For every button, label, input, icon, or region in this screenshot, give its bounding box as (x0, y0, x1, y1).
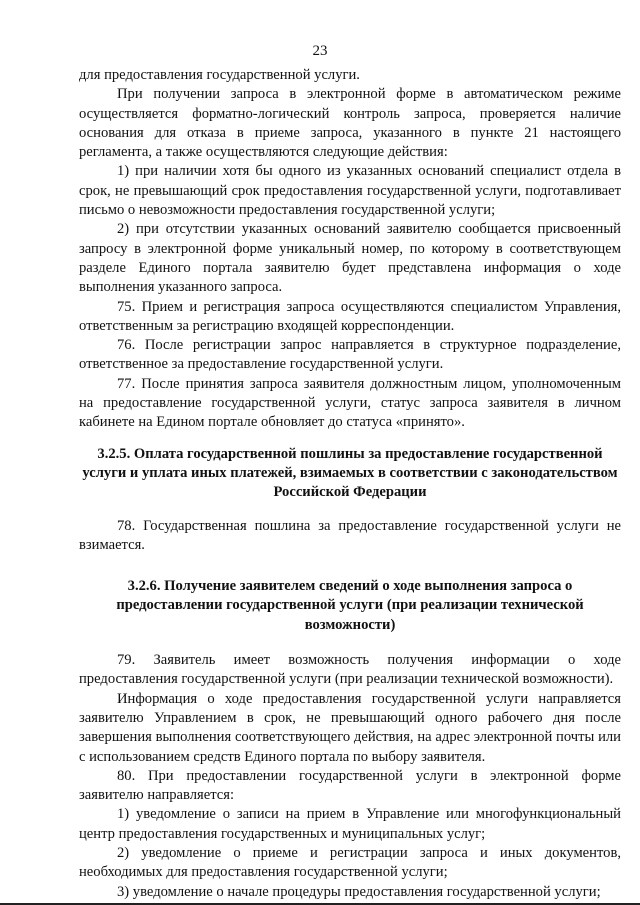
paragraph-78: 78. Государственная пошлина за предоставление государственной услуги не взимается. (79, 517, 621, 553)
document-body (79, 66, 621, 902)
paragraph-80: 80. При предоставлении государственной услуги в электронной форме заявителю направляется: (79, 767, 621, 804)
paragraph-75: 75. Прием и регистрация запроса осуществляются специалистом Управления, ответственным за регистрацию входящей корреспонденции. (79, 298, 621, 334)
list-item-80-3: 3) уведомление о начале процедуры предоставления государственной услуги; (117, 883, 601, 900)
section-heading-3-2-6: 3.2.6. Получение заявителем сведений о ходе выполнения запроса о предоставлении государственной услуги (при реализации технической возможности) (116, 578, 584, 633)
page-number: 23 (312, 43, 328, 59)
paragraph-electronic-request-check: При получении запроса в электронной форме в автоматическом режиме осуществляется форматно-логический контроль запроса, проверяется наличие основания для отказа в приеме запроса, указанного в пункте 21 настоящего регламента, а также осуществляются следующие действия: (79, 86, 621, 161)
paragraph-info-status: Информация о ходе предоставления государственной услуги направляется заявителю Управлением в срок, не превышающий одного рабочего дня после завершения выполнения соответствующего действия, на адрес электронной почты или с использованием средств Единого портала по выбору заявителя. (79, 690, 621, 765)
paragraph-76: 76. После регистрации запрос направляется в структурное подразделение, ответственное за предоставление государственной услуги. (79, 337, 621, 373)
list-item-80-2: 2) уведомление о приеме и регистрации запроса и иных документов, необходимых для предоставления государственной услуги; (79, 844, 621, 881)
list-item-1: 1) при наличии хотя бы одного из указанных оснований специалист отдела в срок, не превышающий срок предоставления государственной услуги, подготавливает письмо о невозможности предоставления государственной услуги; (79, 163, 621, 219)
paragraph-79: 79. Заявитель имеет возможность получения информации о ходе предоставления государственной услуги (при реализации технической возможности). (79, 652, 621, 688)
paragraph-continuation: для предоставления государственной услуги. (79, 67, 360, 83)
list-item-80-1: 1) уведомление о записи на прием в Управление или многофункциональный центр предоставления государственных и муниципальных услуг; (79, 806, 621, 842)
section-heading-3-2-5: 3.2.5. Оплата государственной пошлины за предоставление государственной услуги и уплата иных платежей, взимаемых в соответствии с законодательством Российской Федерации (82, 445, 618, 501)
paragraph-77: 77. После принятия запроса заявителя должностным лицом, уполномоченным на предоставление государственной услуги, статус запроса заявителя в личном кабинете на Едином портале обновляет до статуса «принято». (79, 375, 621, 431)
list-item-2: 2) при отсутствии указанных оснований заявителю сообщается присвоенный запросу в электронной форме уникальный номер, по которому в соответствующем разделе Единого портала заявителю будет представлена информация о ходе выполнения указанного запроса. (79, 221, 621, 296)
